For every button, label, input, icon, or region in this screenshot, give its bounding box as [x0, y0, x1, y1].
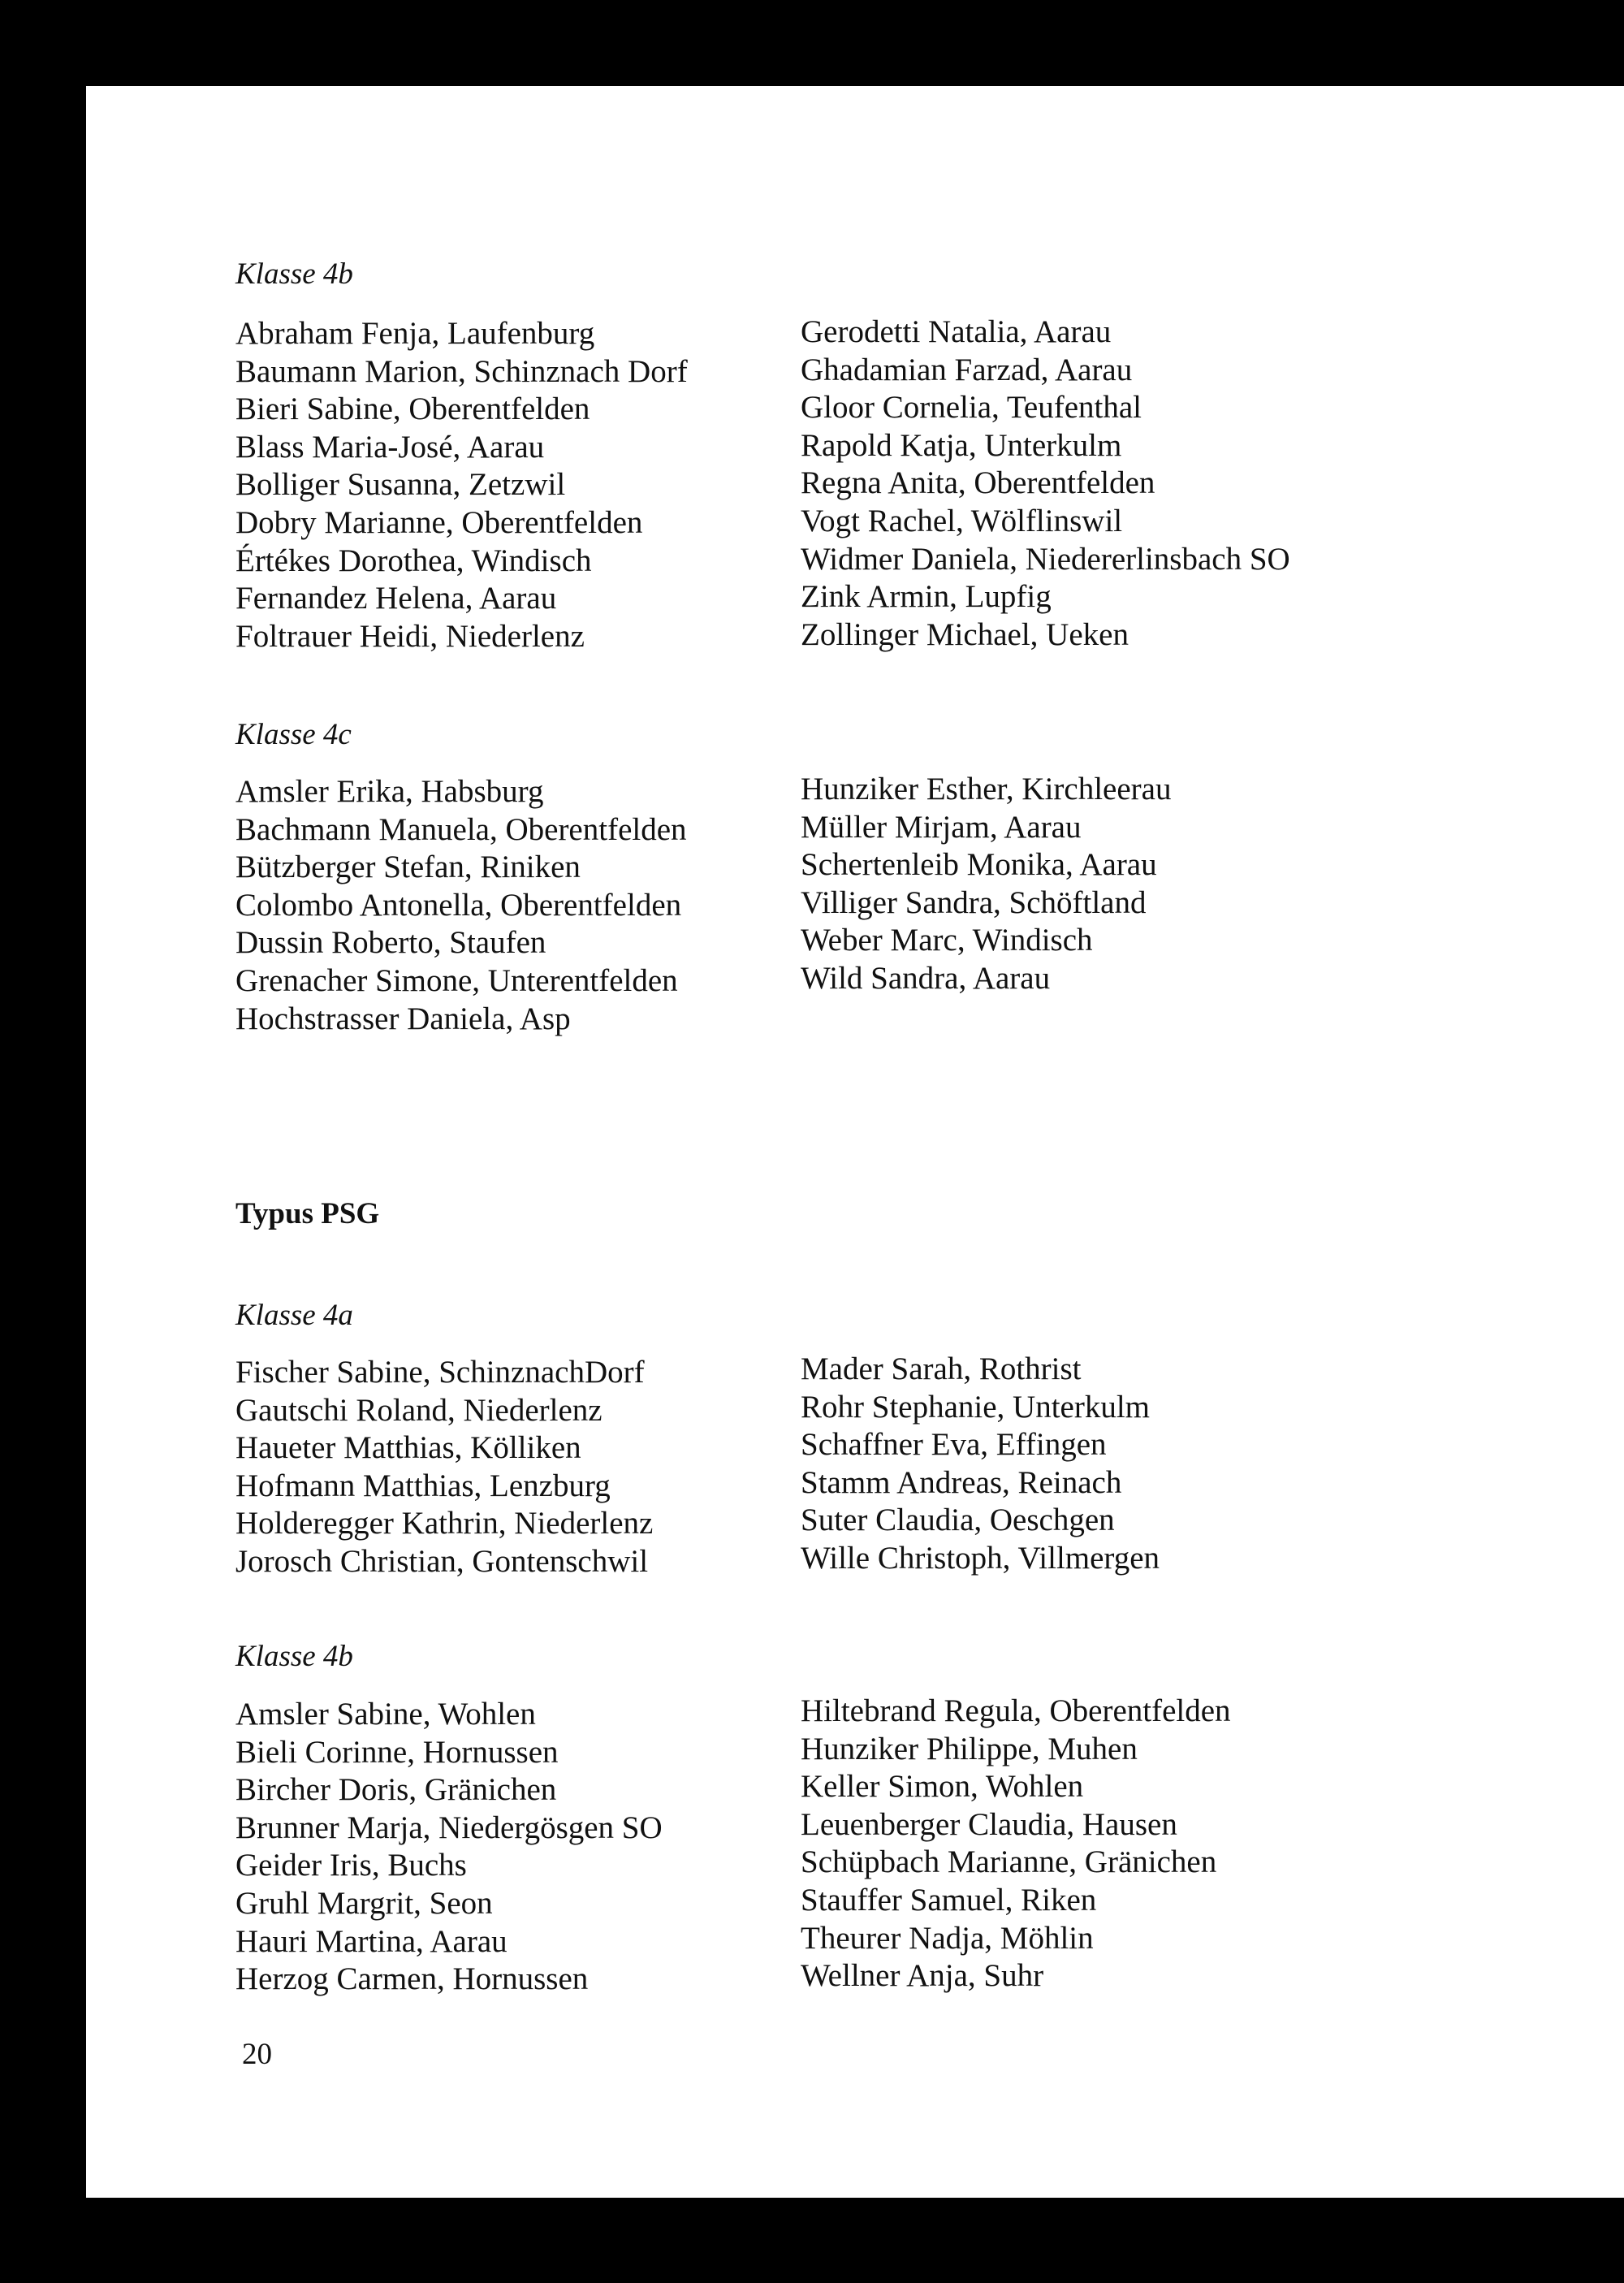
list-item: Hofmann Matthias, Lenzburg	[235, 1468, 611, 1503]
student-list-left	[235, 1354, 653, 1581]
list-item: Blass Maria-José, Aarau	[235, 429, 545, 465]
list-item: Bolliger Susanna, Zetzwil	[235, 467, 566, 503]
list-item: Stauffer Samuel, Riken	[801, 1882, 1097, 1918]
document-page	[86, 86, 1624, 2198]
list-item: Gloor Cornelia, Teufenthal	[801, 390, 1142, 426]
page-number: 20	[242, 2038, 272, 2071]
list-item: Schertenleib Monika, Aarau	[801, 847, 1157, 883]
list-item: Mader Sarah, Rothrist	[801, 1351, 1082, 1386]
list-item: Wellner Anja, Suhr	[801, 1958, 1044, 1994]
list-item: Villiger Sandra, Schöftland	[801, 884, 1147, 920]
list-item: Rapold Katja, Unterkulm	[801, 427, 1122, 463]
list-item: Stamm Andreas, Reinach	[801, 1464, 1122, 1500]
list-item: Amsler Sabine, Wohlen	[235, 1697, 536, 1732]
list-item: Gerodetti Natalia, Aarau	[801, 314, 1112, 349]
list-item: Hauri Martina, Aarau	[235, 1923, 508, 1959]
list-item: Dussin Roberto, Staufen	[235, 925, 546, 961]
list-item: Hochstrasser Daniela, Asp	[235, 1001, 571, 1036]
list-item: Wille Christoph, Villmergen	[801, 1540, 1160, 1576]
student-list-left	[235, 315, 688, 655]
list-item: Schaffner Eva, Effingen	[801, 1427, 1107, 1463]
list-item: Hiltebrand Regula, Oberentfelden	[801, 1693, 1231, 1728]
list-item: Hunziker Philippe, Muhen	[801, 1731, 1138, 1766]
student-list-left	[235, 1696, 663, 1999]
list-item: Fischer Sabine, SchinznachDorf	[235, 1355, 645, 1390]
list-item: Wild Sandra, Aarau	[801, 960, 1051, 996]
list-item: Vogt Rachel, Wölflinswil	[801, 503, 1123, 538]
list-item: Keller Simon, Wohlen	[801, 1769, 1084, 1805]
list-item: Bützberger Stefan, Riniken	[235, 850, 581, 885]
list-item: Bieli Corinne, Hornussen	[235, 1734, 559, 1770]
list-item: Gruhl Margrit, Seon	[235, 1885, 493, 1921]
list-item: Leuenberger Claudia, Hausen	[801, 1806, 1177, 1842]
list-item: Amsler Erika, Habsburg	[235, 774, 544, 809]
list-item: Müller Mirjam, Aarau	[801, 809, 1082, 845]
list-item: Holderegger Kathrin, Niederlenz	[235, 1506, 654, 1541]
list-item: Bieri Sabine, Oberentfelden	[235, 391, 590, 427]
section-heading-klasse-4b-psg: Klasse 4b	[235, 1640, 353, 1673]
section-heading-klasse-4a: Klasse 4a	[235, 1299, 353, 1332]
list-item: Gautschi Roland, Niederlenz	[235, 1392, 603, 1428]
list-item: Grenacher Simone, Unterentfelden	[235, 962, 678, 998]
list-item: Dobry Marianne, Oberentfelden	[235, 504, 643, 540]
list-item: Rohr Stephanie, Unterkulm	[801, 1389, 1151, 1425]
list-item: Herzog Carmen, Hornussen	[235, 1961, 589, 1997]
list-item: Colombo Antonella, Oberentfelden	[235, 887, 682, 923]
list-item: Bircher Doris, Gränichen	[235, 1772, 557, 1808]
list-item: Theurer Nadja, Möhlin	[801, 1920, 1094, 1956]
section-heading-klasse-4c: Klasse 4c	[235, 718, 352, 751]
list-item: Suter Claudia, Oeschgen	[801, 1503, 1115, 1538]
list-item: Brunner Marja, Niedergösgen SO	[235, 1810, 663, 1845]
list-item: Bachmann Manuela, Oberentfelden	[235, 811, 687, 847]
section-heading-klasse-4b: Klasse 4b	[235, 257, 353, 291]
list-item: Jorosch Christian, Gontenschwil	[235, 1543, 649, 1579]
list-item: Widmer Daniela, Niedererlinsbach SO	[801, 541, 1290, 577]
list-item: Haueter Matthias, Kölliken	[235, 1430, 581, 1466]
student-list-right	[801, 1351, 1160, 1578]
list-item: Zollinger Michael, Ueken	[801, 616, 1129, 652]
list-item: Ghadamian Farzad, Aarau	[801, 352, 1133, 387]
list-item: Schüpbach Marianne, Gränichen	[801, 1844, 1217, 1880]
list-item: Regna Anita, Oberentfelden	[801, 465, 1155, 501]
list-item: Hunziker Esther, Kirchleerau	[801, 772, 1172, 806]
list-item: Weber Marc, Windisch	[801, 923, 1093, 958]
type-heading: Typus PSG	[235, 1197, 380, 1230]
list-item: Geider Iris, Buchs	[235, 1848, 467, 1883]
student-list-right	[801, 313, 1290, 654]
list-item: Fernandez Helena, Aarau	[235, 581, 557, 616]
list-item: Abraham Fenja, Laufenburg	[235, 316, 595, 351]
list-item: Zink Armin, Lupfig	[801, 579, 1052, 615]
list-item: Értékes Dorothea, Windisch	[235, 543, 592, 578]
list-item: Baumann Marion, Schinznach Dorf	[235, 353, 688, 389]
student-list-left	[235, 773, 687, 1038]
student-list-right	[801, 1693, 1231, 1995]
student-list-right	[801, 771, 1171, 998]
list-item: Foltrauer Heidi, Niederlenz	[235, 618, 585, 654]
